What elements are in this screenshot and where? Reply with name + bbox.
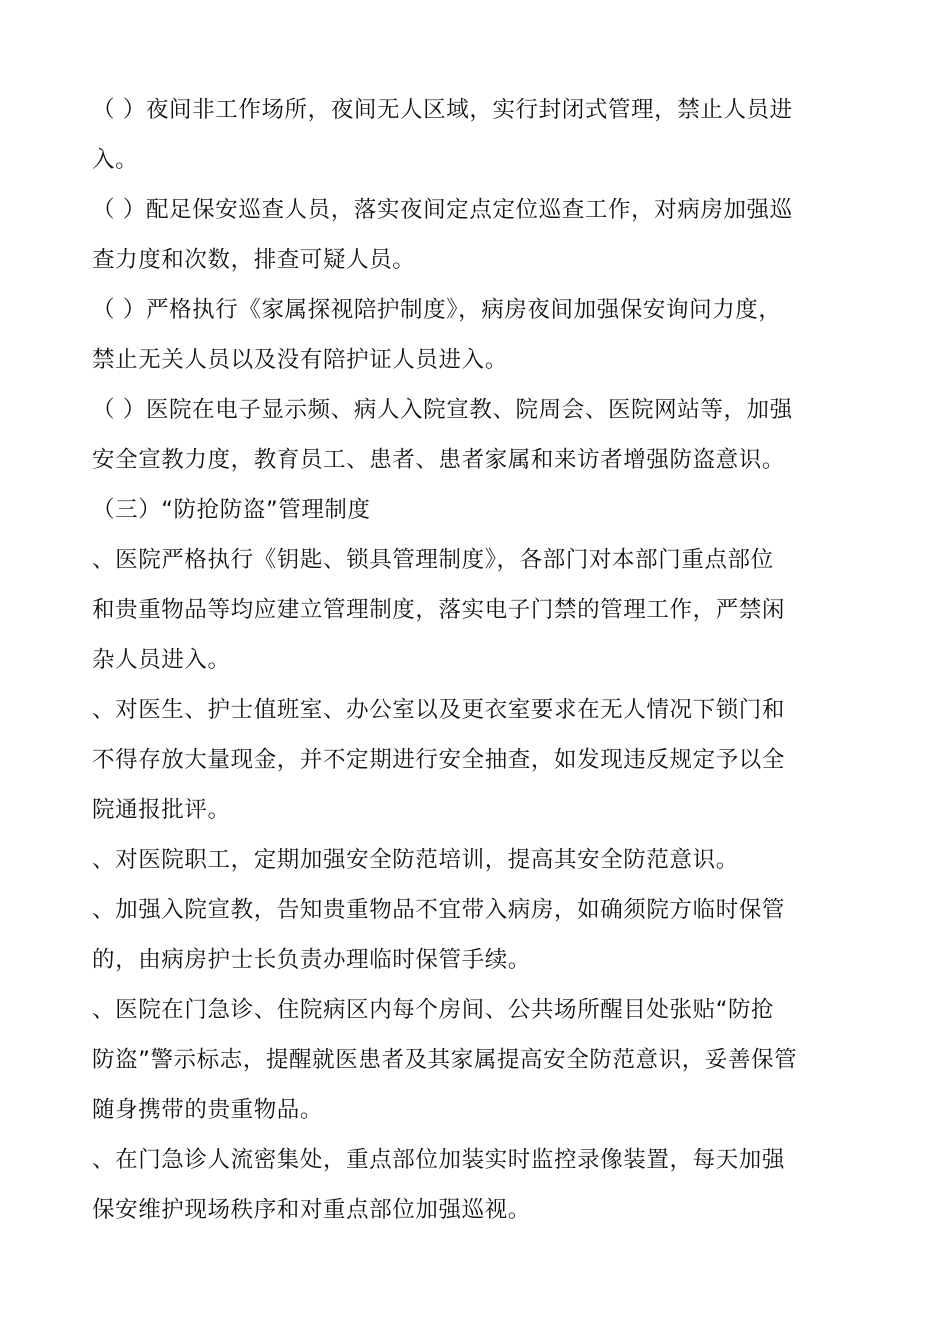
text-line: 的，由病房护士长负责办理临时保管手续。 [92,947,531,973]
text-line: 入。 [92,147,139,173]
text-line: 和贵重物品等均应建立管理制度，落实电子门禁的管理工作，严禁闲 [92,597,786,623]
text-line: 、医院在门急诊、住院病区内每个房间、公共场所醒目处张贴“防抢 [92,997,775,1023]
text-line: 、在门急诊人流密集处，重点部位加装实时监控录像装置，每天加强 [92,1147,786,1173]
text-line: 禁止无关人员以及没有陪护证人员进入。 [92,347,508,373]
text-line: 不得存放大量现金，并不定期进行安全抽查，如发现违反规定予以全 [92,747,786,773]
text-line: 、对医生、护士值班室、办公室以及更衣室要求在无人情况下锁门和 [92,697,786,723]
text-line: 查力度和次数，排查可疑人员。 [92,247,416,273]
text-line: 、医院严格执行《钥匙、锁具管理制度》，各部门对本部门重点部位 [92,547,774,573]
document-body [92,88,862,1238]
text-line: 保安维护现场秩序和对重点部位加强巡视。 [92,1197,531,1223]
text-line: （ ）夜间非工作场所，夜间无人区域，实行封闭式管理，禁止人员进 [92,97,793,123]
text-line: 、对医院职工，定期加强安全防范培训，提高其安全防范意识。 [92,847,739,873]
text-line: （ ）医院在电子显示频、病人入院宣教、院周会、医院网站等，加强 [92,397,793,423]
text-line: 安全宣教力度，教育员工、患者、患者家属和来访者增强防盗意识。 [92,447,786,473]
text-line: （ ）配足保安巡查人员，落实夜间定点定位巡查工作，对病房加强巡 [92,197,793,223]
text-line: 防盗”警示标志，提醒就医患者及其家属提高安全防范意识，妥善保管 [92,1047,798,1073]
text-line: 随身携带的贵重物品。 [92,1097,324,1123]
text-line: 院通报批评。 [92,797,231,823]
text-line: （ ）严格执行《家属探视陪护制度》，病房夜间加强保安询问力度， [92,297,782,323]
text-line: 杂人员进入。 [92,647,231,673]
section-heading: （三）“防抢防盗”管理制度 [92,497,371,523]
text-line: 、加强入院宣教，告知贵重物品不宜带入病房，如确须院方临时保管 [92,897,786,923]
